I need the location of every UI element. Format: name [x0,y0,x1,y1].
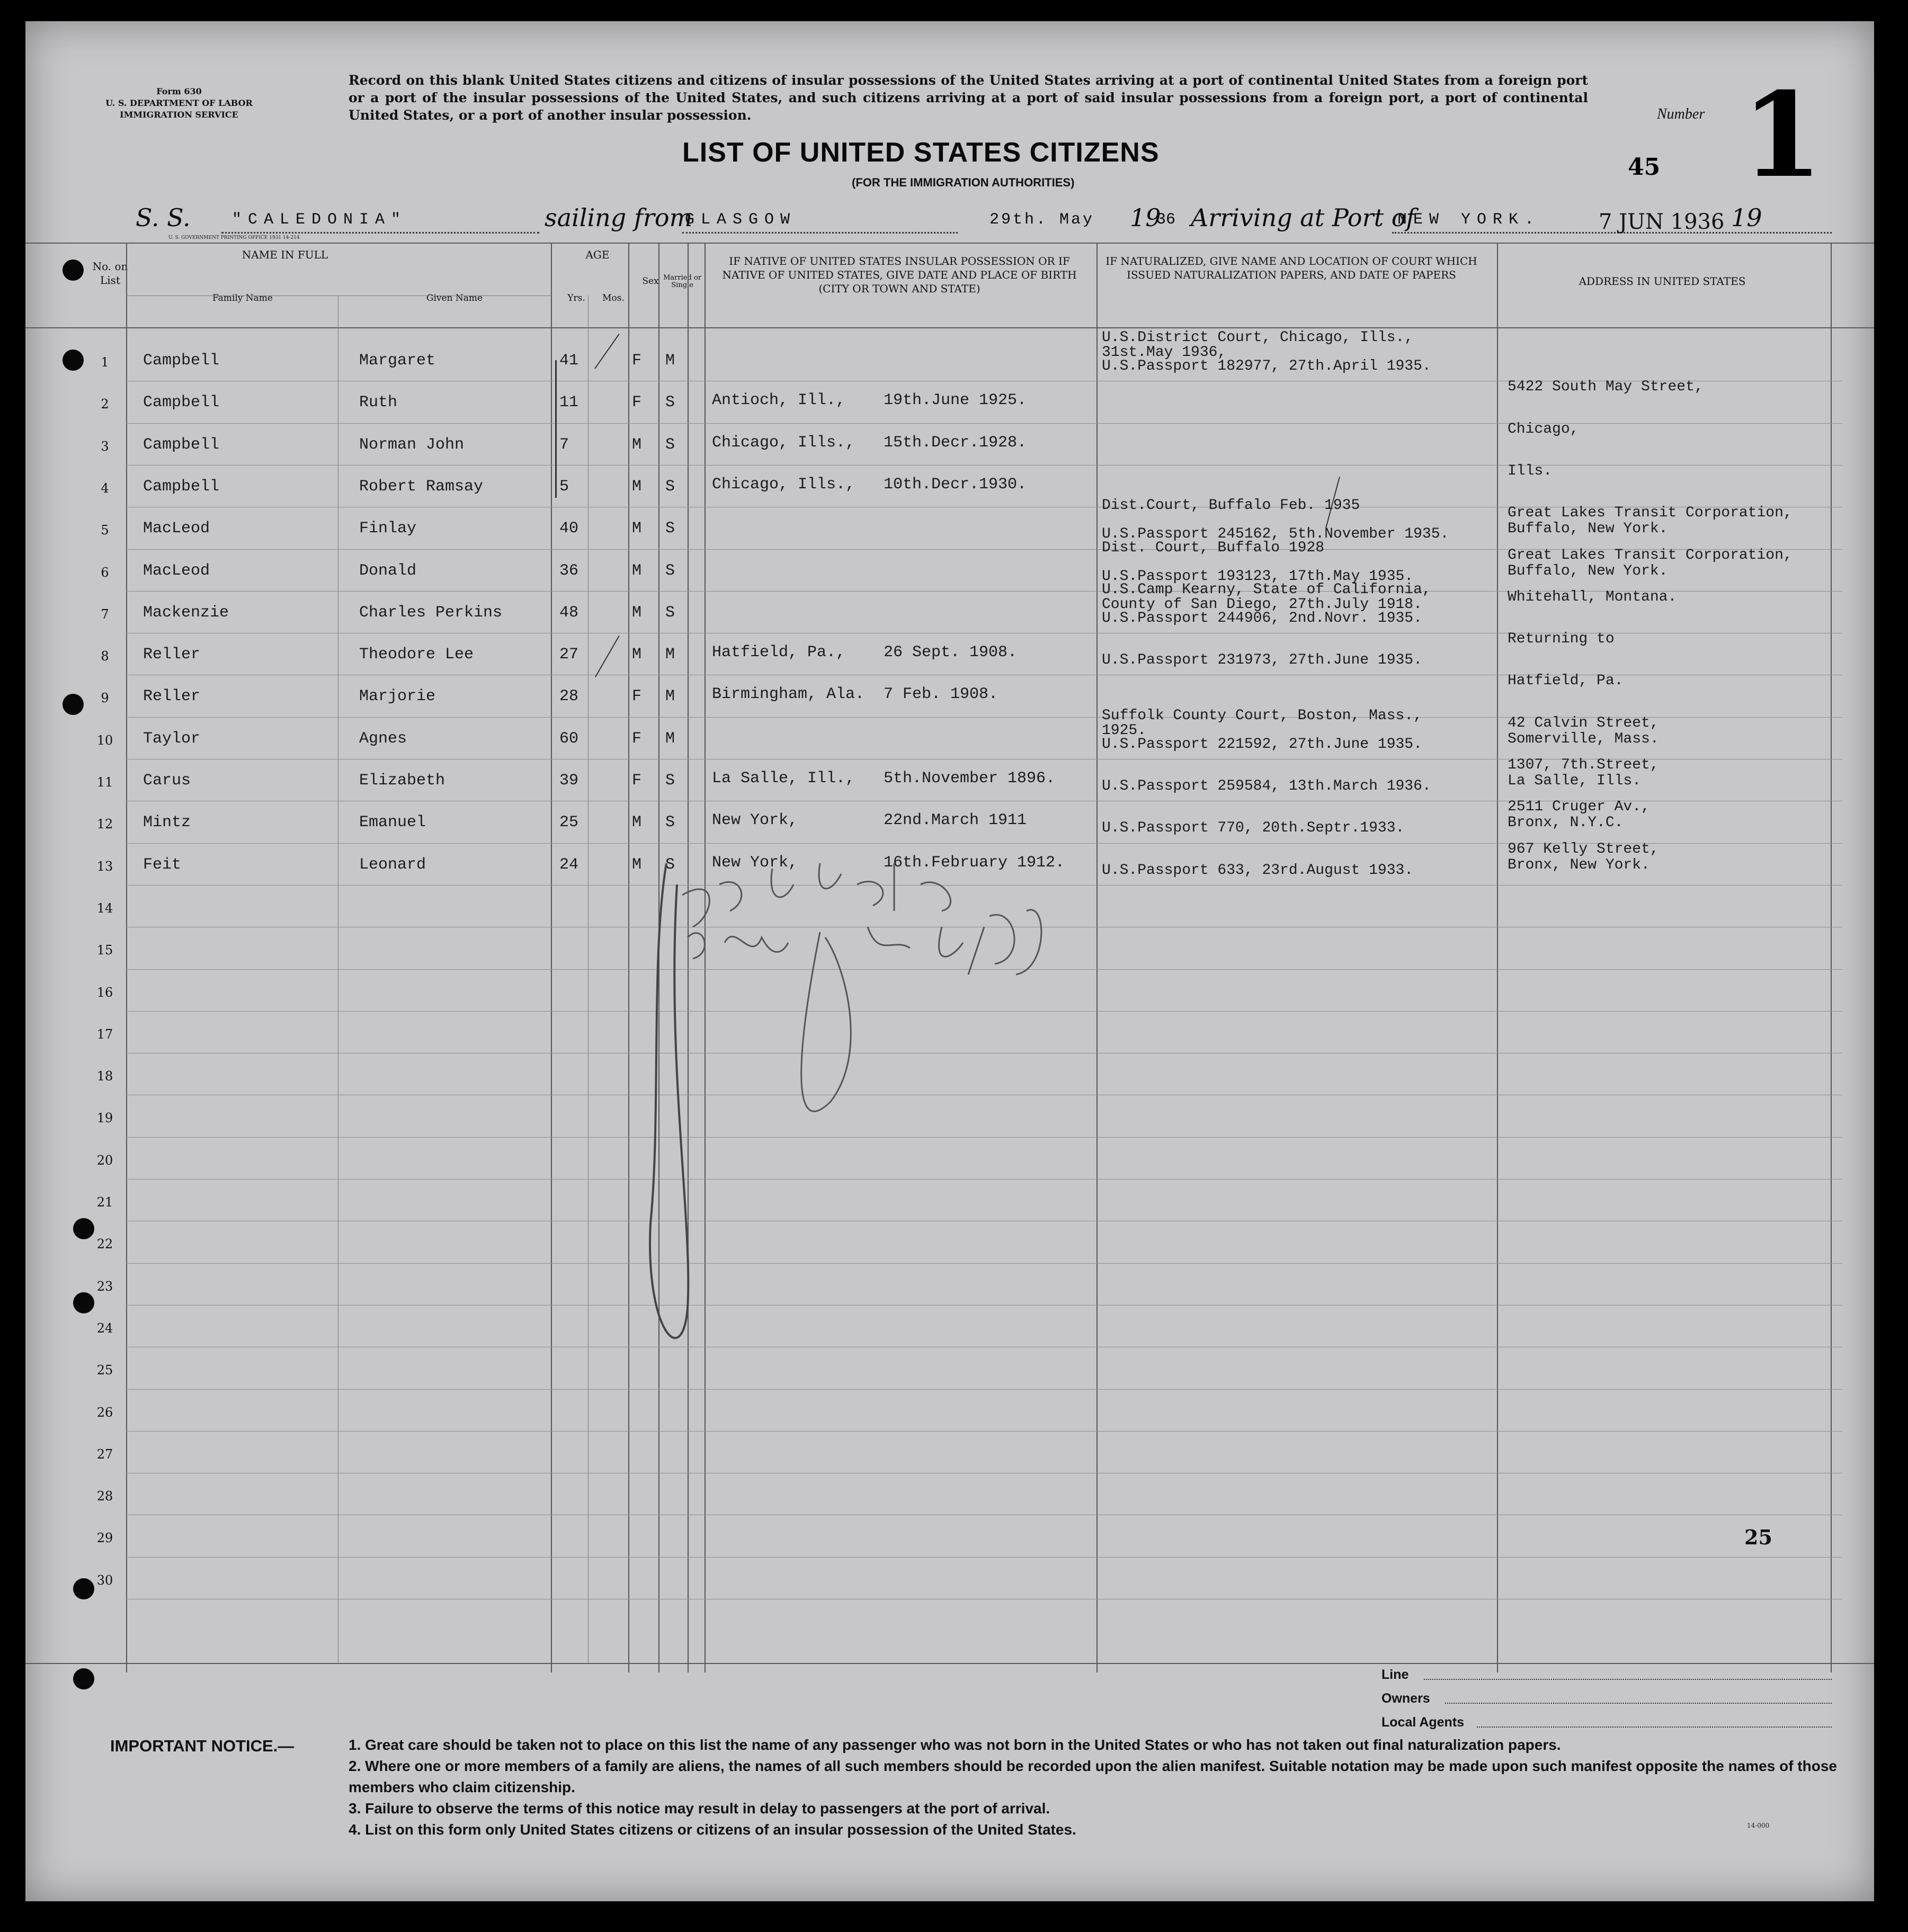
passport-info: U.S.Passport 182977, 27th.April 1935. [1102,358,1431,374]
passport-info: U.S.Passport 633, 23rd.August 1933. [1102,862,1414,879]
row-rule [126,1389,1842,1390]
sex: M [632,561,642,580]
address-line-2: Bronx, N.Y.C. [1508,815,1624,831]
age-years: 24 [559,855,579,874]
age-years: 36 [559,561,579,580]
examiner-signature [645,853,1133,1372]
age-years: 5 [559,477,569,496]
marital-status: S [665,772,675,790]
row-number: 5 [101,523,109,538]
birth-date: 10th.Decr.1930. [884,475,1027,494]
row-number: 30 [96,1572,113,1588]
given-name: Leonard [359,855,426,874]
row-number: 14 [96,900,113,916]
header-no-on-list: No. on List [92,260,128,287]
passport-info: U.S.Passport 245162, 5th.November 1935. [1102,526,1449,543]
birth-date: 7 Feb. 1908. [884,685,998,704]
family-name: Reller [143,646,201,664]
header-naturalized: IF NATURALIZED, GIVE NAME AND LOCATION OF COURT WHICH ISSUED NATURALIZATION PAPERS, AND DATE OF PAPERS [1105,255,1477,281]
header-family-name: Family Name [212,293,273,303]
row-number: 16 [96,985,113,1000]
naturalization-detail: 1925. [1102,722,1147,739]
family-name: Reller [143,687,201,706]
age-years: 48 [559,603,579,622]
notice-4: 4. List on this form only United States citizens or citizens of an insular possession of the United States. [349,1821,1076,1838]
address-line-1: Great Lakes Transit Corporation, [1508,547,1793,564]
form-instructions: Record on this blank United States citizens and citizens of insular possessions of the United States arriving at a port of continental United States from a foreign port or a port of the insular possessions of the United States, and such citizens arriving at a port of said insular possessions from a foreign port, a port of continental United States, or a port of another insular possession. [349,73,1588,123]
notice-2: 2. Where one or more members of a family are aliens, the names of all such members should be recorded upon the alien manifest. Suitable notation may be made upon such manifest opposite the names of those members who claim citizenship. [349,1758,1837,1795]
naturalization-court: U.S.District Court, Chicago, Ills., [1102,329,1414,346]
given-name: Robert Ramsay [359,477,484,496]
given-name: Margaret [359,352,436,370]
row-rule [126,465,1842,466]
given-name: Donald [359,561,417,580]
birth-place: La Salle, Ill., [712,770,855,788]
row-number: 18 [96,1069,113,1084]
row-number: 26 [96,1405,113,1420]
binder-hole [73,1218,94,1239]
address-line-1: 42 Calvin Street, [1508,714,1659,731]
sex: F [632,687,642,706]
family-name: Mintz [143,813,191,832]
row-number: 24 [96,1320,113,1336]
marital-status: S [665,520,675,538]
address-line-1: 1307, 7th.Street, [1508,757,1659,773]
arrival-date-stamp: 7 JUN 1936 [1599,210,1725,234]
row-rule [126,423,1842,424]
family-name: Campbell [143,477,220,496]
header-name-in-full: NAME IN FULL [242,248,328,261]
birth-place: Chicago, Ills., [712,475,855,494]
birth-date: 19th.June 1925. [884,391,1027,410]
row-number: 17 [96,1026,113,1042]
family-name: Carus [143,772,191,790]
marital-status: S [665,435,675,454]
birth-place: Birmingham, Ala. [712,685,865,704]
row-number: 25 [96,1363,113,1378]
birth-place: Hatfield, Pa., [712,643,846,662]
sex: M [632,477,642,496]
sail-year-prefix: 19 [1130,203,1161,232]
sailing-from-label: sailing from [545,203,693,232]
birth-place: New York, [712,811,798,830]
sail-date: 29th. May [989,211,1095,229]
marital-status: M [665,646,675,664]
address-line-1: 967 Kelly Street, [1508,840,1659,857]
age-years: 27 [559,646,579,664]
important-notice [349,1734,1848,1840]
row-number: 19 [96,1111,113,1126]
sex: M [632,603,642,622]
departure-port: GLASGOW [685,211,797,229]
address-line-2: Somerville, Mass. [1508,730,1659,747]
sex: F [632,352,642,370]
row-number: 12 [96,817,113,832]
row-number: 2 [101,397,109,412]
age-years: 60 [559,729,579,748]
department-name: U. S. DEPARTMENT OF LABOR [105,98,253,108]
age-years: 41 [559,352,579,370]
age-years: 40 [559,520,579,538]
line-label: Line [1381,1667,1409,1682]
address-line-2: Bronx, New York. [1508,856,1650,873]
row-number: 29 [96,1531,113,1546]
sail-year: 36 [1156,211,1176,229]
page-stamp: 25 [1744,1525,1772,1549]
sex: M [632,520,642,538]
naturalization-court: U.S.Camp Kearny, State of California, [1102,581,1431,598]
naturalization-court: Dist. Court, Buffalo 1928 [1102,539,1325,556]
row-number: 27 [96,1446,113,1462]
row-number: 13 [96,858,113,874]
birth-date: 15th.Decr.1928. [884,433,1027,452]
binder-hole [63,694,84,715]
family-name: Campbell [143,435,220,454]
address-line-1: Ills. [1508,462,1553,479]
given-name: Emanuel [359,813,426,832]
binder-hole [73,1578,94,1599]
birth-place: Chicago, Ills., [712,433,855,452]
marital-status: S [665,813,675,832]
row-number: 23 [96,1278,113,1294]
birth-date: 16th.February 1912. [884,853,1065,872]
page-title: LIST OF UNITED STATES CITIZENS [682,137,1160,168]
passport-info: U.S.Passport 231973, 27th.June 1935. [1102,652,1422,669]
given-name: Finlay [359,520,417,538]
form-identifier [94,86,264,121]
header-age: AGE [585,248,610,261]
arrival-year-label: 19 [1731,203,1762,232]
marital-status: M [665,729,675,748]
number-label: Number [1657,106,1705,122]
row-number: 9 [101,691,109,706]
given-name: Marjorie [359,687,436,706]
row-rule [126,1557,1842,1558]
age-years: 28 [559,687,579,706]
given-name: Elizabeth [359,772,445,790]
header-address: ADDRESS IN UNITED STATES [1579,275,1746,288]
family-name: Feit [143,855,182,874]
marital-status: S [665,603,675,622]
row-number: 7 [101,606,109,622]
header-given-name: Given Name [426,293,483,303]
marital-status: S [665,477,675,496]
voyage-line [25,201,1816,238]
family-name: Campbell [143,352,220,370]
given-name: Norman John [359,435,465,454]
address-line-1: Returning to [1508,631,1615,648]
address-line-1: Whitehall, Montana. [1508,588,1677,605]
given-name: Charles Perkins [359,603,503,622]
header-married-single: Married or Single [663,274,701,289]
arrival-port: NEW YORK. [1397,211,1541,229]
address-line-1: Chicago, [1508,421,1579,437]
ship-name: "CALEDONIA" [232,211,407,229]
age-years: 7 [559,435,569,454]
row-number: 3 [101,439,109,454]
row-rule [126,1431,1842,1432]
page-subtitle: (FOR THE IMMIGRATION AUTHORITIES) [852,176,1075,189]
family-name: Mackenzie [143,603,229,622]
address-line-2: Buffalo, New York. [1508,521,1668,538]
passport-info: U.S.Passport 244906, 2nd.Novr. 1935. [1102,610,1422,627]
stamp-number: 45 [1628,154,1661,181]
naturalization-court: Suffolk County Court, Boston, Mass., [1102,707,1422,724]
age-years: 11 [559,393,579,412]
marital-status: S [665,855,675,874]
passport-info: U.S.Passport 259584, 13th.March 1936. [1102,778,1431,794]
row-number: 1 [101,355,109,370]
address-line-1: Great Lakes Transit Corporation, [1508,505,1793,522]
marital-status: S [665,393,675,412]
passport-info: U.S.Passport 221592, 27th.June 1935. [1102,736,1422,753]
marital-status: M [665,352,675,370]
row-number: 22 [96,1237,113,1252]
notice-1: 1. Great care should be taken not to place on this list the name of any passenger who was not born in the United States or who has not taken out final naturalization papers. [349,1737,1561,1753]
local-agents-label: Local Agents [1381,1715,1465,1730]
given-name: Agnes [359,729,407,748]
passport-info: U.S.Passport 193123, 17th.May 1935. [1102,568,1414,585]
sex: M [632,435,642,454]
list-number: 1 [1742,66,1823,203]
header-yrs: Yrs. [567,293,585,303]
row-number: 11 [96,775,113,790]
row-number: 21 [96,1195,113,1210]
service-name: IMMIGRATION SERVICE [120,110,238,120]
form-code: 14-000 [1747,1822,1770,1829]
given-name: Ruth [359,393,398,412]
birth-place: Antioch, Ill., [712,391,846,410]
sex: F [632,393,642,412]
family-name: Campbell [143,393,220,412]
family-name: MacLeod [143,561,210,580]
birth-date: 22nd.March 1911 [884,811,1027,830]
address-line-1: 5422 South May Street, [1508,379,1704,396]
row-number: 15 [96,943,113,958]
birth-place: New York, [712,853,798,872]
header-mos: Mos. [602,293,625,303]
header-native: IF NATIVE OF UNITED STATES INSULAR POSSESSION OR IF NATIVE OF UNITED STATES, GIVE DATE AND PLACE OF BIRTH (CITY OR TOWN AND STATE) [722,255,1077,295]
sex: F [632,729,642,748]
binder-hole [63,350,84,371]
row-number: 20 [96,1152,113,1168]
row-number: 6 [101,565,109,580]
printer-note: U. S. GOVERNMENT PRINTING OFFICE 1931 14-214 [168,235,300,240]
sex: F [632,772,642,790]
age-years: 39 [559,772,579,790]
age-years: 25 [559,813,579,832]
arriving-label: Arriving at Port of [1191,203,1415,232]
binder-hole [73,1292,94,1313]
naturalization-detail: 31st.May 1936, [1102,344,1227,361]
sex: M [632,855,642,874]
naturalization-detail: County of San Diego, 27th.July 1918. [1102,596,1422,613]
form-number: Form 630 [156,86,202,96]
owners-label: Owners [1381,1691,1430,1706]
family-name: MacLeod [143,520,210,538]
row-number: 8 [101,649,109,664]
given-name: Theodore Lee [359,646,474,664]
notice-label: IMPORTANT NOTICE.— [110,1737,295,1755]
naturalization-court: Dist.Court, Buffalo Feb. 1935 [1102,497,1360,514]
marital-status: S [665,561,675,580]
row-number: 28 [96,1489,113,1504]
birth-date: 5th.November 1896. [884,770,1056,788]
row-number: 4 [101,480,109,496]
manifest-page [25,21,1874,1901]
address-line-2: La Salle, Ills. [1508,773,1642,789]
ship-prefix: S. S. [136,203,191,232]
binder-hole [73,1668,94,1689]
notice-3: 3. Failure to observe the terms of this notice may result in delay to passengers at the port of arrival. [349,1800,1050,1817]
binder-hole [63,260,84,281]
passport-info: U.S.Passport 770, 20th.Septr.1933. [1102,820,1405,837]
address-line-1: 2511 Cruger Av., [1508,799,1650,816]
family-name: Taylor [143,729,201,748]
birth-date: 26 Sept. 1908. [884,643,1018,662]
row-number: 10 [96,732,113,748]
address-line-2: Buffalo, New York. [1508,562,1668,579]
address-line-1: Hatfield, Pa. [1508,673,1624,690]
header-sex: Sex [642,276,659,287]
sex: M [632,646,642,664]
marital-status: M [665,687,675,706]
sex: M [632,813,642,832]
